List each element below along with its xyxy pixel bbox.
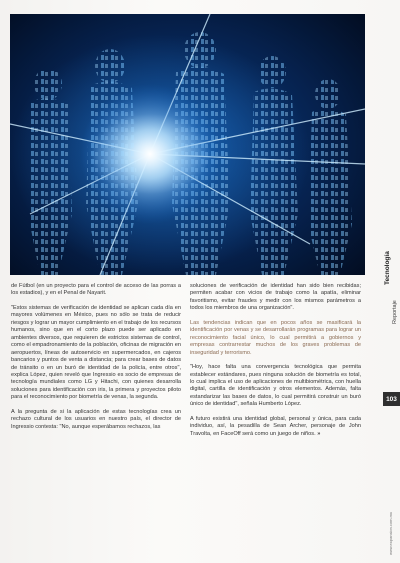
publication-url: www.expansion.com.mx [388, 512, 393, 555]
figure-body-1 [28, 98, 72, 275]
figure-head-1 [34, 68, 62, 100]
paragraph-text: A futuro existirá una identidad global, personal y única, para cada individuo, así, la pesadilla de Sean Archer, personaje de John Travolta, en FaceOff será como un juego de niños. [190, 415, 361, 437]
paragraph: soluciones de verificación de identidad han sido bien recibidas; permiten acabar con vicios de trabajo como la apatía, eliminar favoritismo, evitar fraudes y medir con los mismos parámetros a todos los miembros de una organización". [190, 283, 361, 312]
light-burst [80, 84, 220, 224]
figure-head-5 [315, 79, 341, 109]
figure-body-4 [250, 88, 298, 275]
subsection-name-vertical: Reportaje [392, 300, 398, 324]
section-name-vertical: Tecnología [384, 251, 391, 285]
photo-illustration [10, 14, 365, 275]
paragraph: A la pregunta de si la aplicación de estas tecnologías crea un rechazo cultural de los usuarios en nuestro país, el director de Ingressio contesta: "No, aunque esperábamos rechazos, las [11, 408, 181, 430]
figure-head-2 [95, 49, 125, 83]
paragraph: "Estos sistemas de verificación de identidad se aplican cada día en mayores volúmenes en México, pues no sólo se trata de reducir riesgos y lograr un mayor cumplimiento en el trabajo de los recursos humanos, sino que en el corto plazo puede ser aplicado en ambientes diversos, que requieren de estrictos sistemas de control, como el empadronamiento de la población, oficinas de migración en aeropuertos, líneas de autoservicio en supermercados, en cajeros bancarios y puntos de venta a distancia; para crear bases de datos de tránsito o en un buró de identidad de la policía, entre otros", explica López, quien reveló que Ingressio es socio de empresas de tecnología mundiales como LG y Hitachi, con quienes desarrolla soluciones para identificación con iris, la primera y proyectos piloto para el reconocimiento por biometría de venas, la segunda. [11, 304, 181, 401]
article-left-column [11, 283, 181, 438]
paragraph-last [190, 416, 361, 438]
article-right-column [190, 283, 361, 445]
end-of-article-mark: » [317, 430, 321, 437]
figure-head-4 [258, 56, 286, 88]
paragraph: Las tendencias indican que en pocos años se masificará la identificación por venas y se desarrollarán programas para lograr un reconocimiento facial único, lo cual permitirá a gobiernos y empresas contrarrestar muchos de los graves problemas de inseguridad y terrorismo. [190, 319, 361, 356]
biometric-digital-figures-photo [10, 14, 365, 275]
paragraph: de Fútbol (en un proyecto para el control de acceso de las porras a los estadios), y en el Penal de Nayarit. [11, 283, 181, 297]
page-number: 103 [383, 392, 400, 406]
figure-body-5 [308, 108, 352, 275]
paragraph: "Hoy, hace falta una convergencia tecnológica que permita establecer estándares, pues ninguna solución de biometría es total, lo cual implica el uso de aplicaciones de multibiométrica, con huella digital, cartilla de identificación y otros elementos. Además, falta estandarizar las bases de datos, lo cual permitirá construir un buró único de identidad", señala Humberto López. [190, 364, 361, 408]
